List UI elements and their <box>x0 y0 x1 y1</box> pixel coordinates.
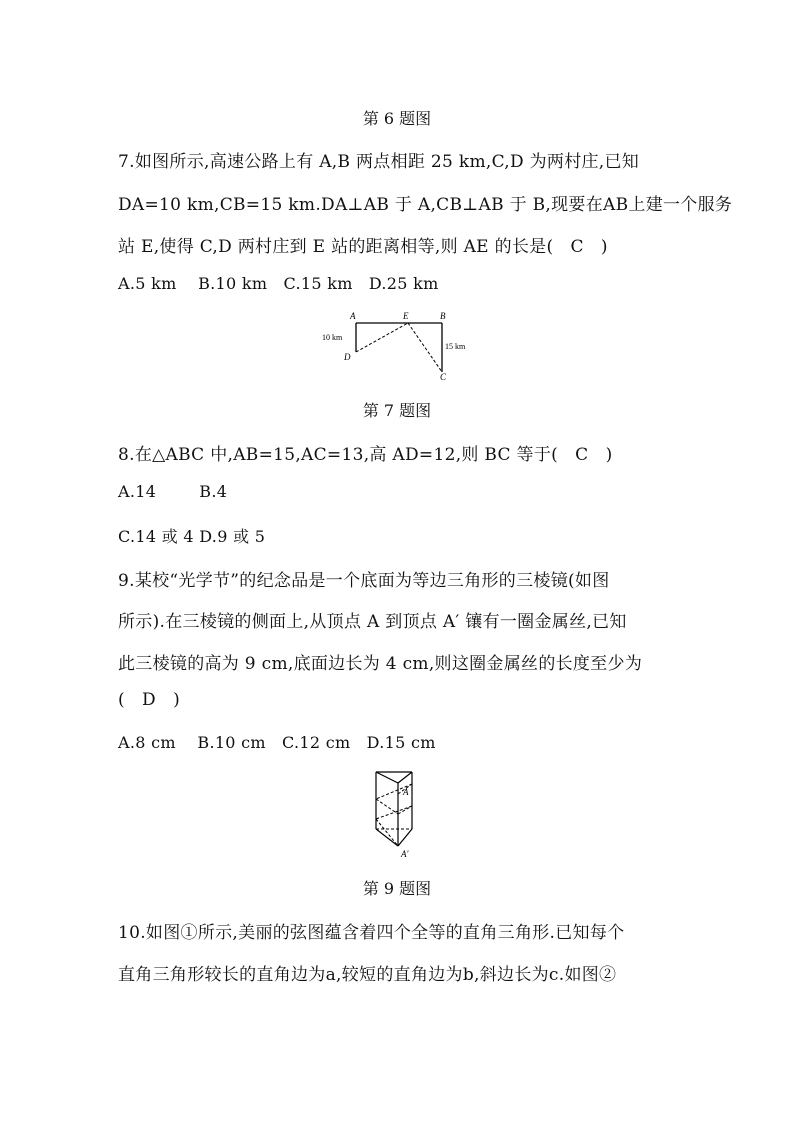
question-9-line-3: 此三棱镜的高为 9 cm,底面边长为 4 cm,则这圈金属丝的长度至少为 <box>118 654 643 674</box>
figure-7-caption: 第 7 题图 <box>362 401 432 420</box>
segment-ec <box>408 323 442 372</box>
question-9-options: A.8 cm B.10 cm C.12 cm D.15 cm <box>118 733 436 752</box>
point-label-a: A <box>350 311 356 321</box>
question-10-line-2: 直角三角形较长的直角边为a,较短的直角边为b,斜边长为c.如图② <box>118 965 617 985</box>
question-8-options-1: A.14 B.4 <box>118 482 228 501</box>
segment-de <box>356 323 408 352</box>
point-label-a: A <box>403 787 409 797</box>
figure-9-prism <box>368 766 424 862</box>
question-9-line-2: 所示).在三棱镜的侧面上,从顶点 A 到顶点 A′ 镶有一圈金属丝,已知 <box>118 612 627 632</box>
point-label-c: C <box>440 372 447 382</box>
figure-6-caption: 第 6 题图 <box>362 109 432 128</box>
question-9-line-4: ( D ) <box>118 690 181 710</box>
figure-7-diagram <box>318 308 478 384</box>
figure-9-caption: 第 9 题图 <box>362 879 432 898</box>
length-label-da: 10 km <box>322 333 343 342</box>
question-8-line-1: 8.在△ABC 中,AB=15,AC=13,高 AD=12,则 BC 等于( C ) <box>118 445 613 465</box>
question-9-line-1: 9.某校“光学节”的纪念品是一个底面为等边三角形的三棱镜(如图 <box>118 571 610 591</box>
length-label-cb: 15 km <box>445 342 466 351</box>
question-7-options: A.5 km B.10 km C.15 km D.25 km <box>118 274 439 293</box>
point-label-a-prime: A′ <box>401 849 409 859</box>
question-10-line-1: 10.如图①所示,美丽的弦图蕴含着四个全等的直角三角形.已知每个 <box>118 923 625 943</box>
point-label-d: D <box>344 352 351 362</box>
point-label-e: E <box>403 311 409 321</box>
question-8-options-2: C.14 或 4 D.9 或 5 <box>118 527 266 546</box>
question-7-line-1: 7.如图所示,高速公路上有 A,B 两点相距 25 km,C,D 为两村庄,已知 <box>118 152 640 172</box>
point-label-b: B <box>440 311 446 321</box>
question-7-line-3: 站 E,使得 C,D 两村庄到 E 站的距离相等,则 AE 的长是( C ) <box>118 237 608 257</box>
question-7-line-2: DA=10 km,CB=15 km.DA⊥AB 于 A,CB⊥AB 于 B,现要在AB上建一个服务 <box>118 195 733 215</box>
